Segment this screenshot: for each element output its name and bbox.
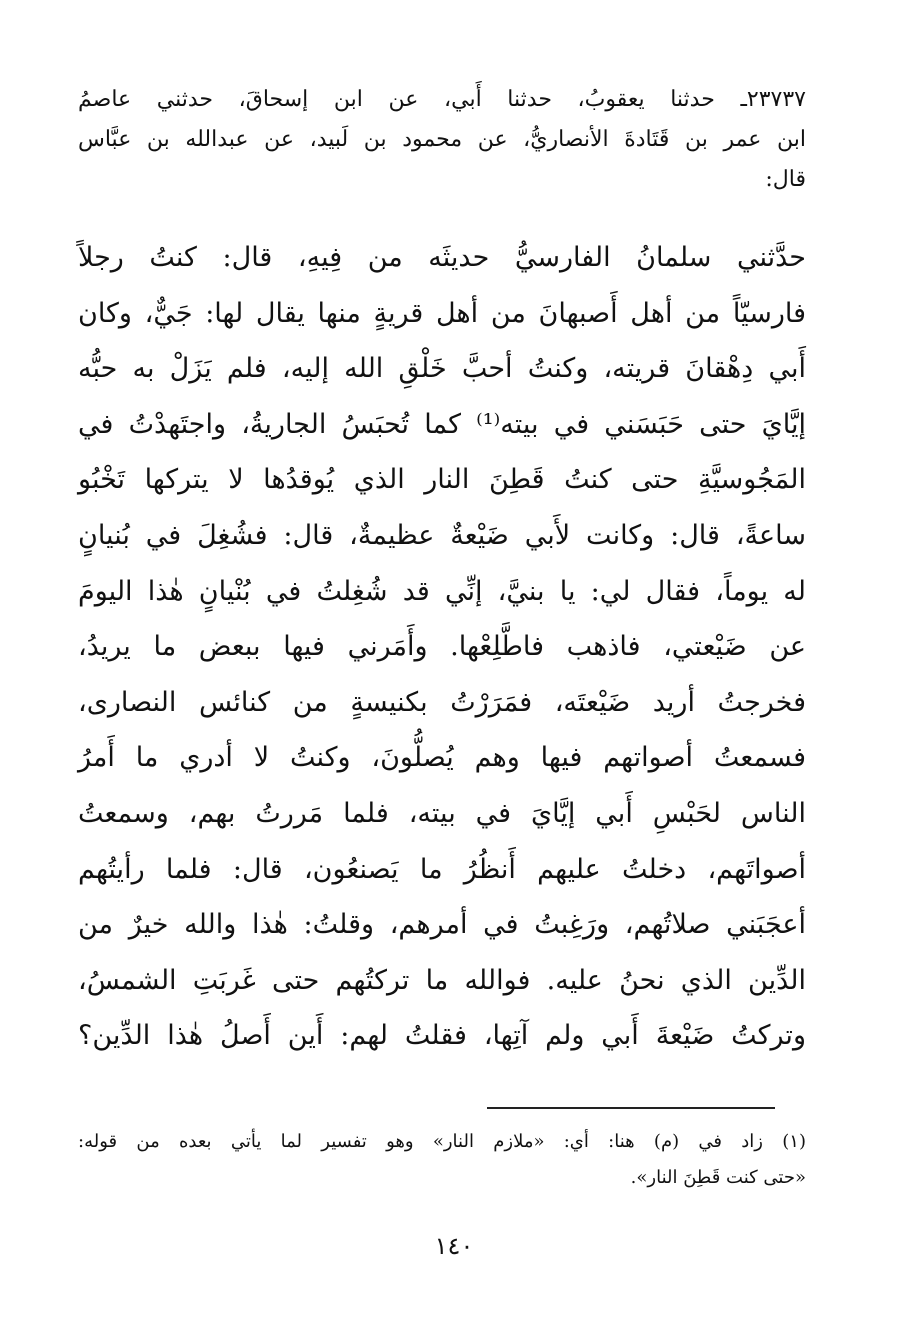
text-line: فسمعتُ أصواتهم فيها وهم يُصلُّونَ، وكنتُ لا أدري ما أَمرُ (78, 742, 806, 774)
text-line: حدَّثني سلمانُ الفارسيُّ حديثَه من فِيهِ، قال: كنتُ رجلاً (78, 242, 806, 273)
text-line: عن ضَيْعتي، فاذهب فاطَّلِعْها. وأَمَرني فيها ببعض ما يريدُ، (78, 631, 806, 663)
text-line: المَجُوسيَّةِ حتى كنتُ قَطِنَ النار الذي يُوقدُها لا يتركها تَخْبُو (78, 464, 806, 496)
hadith-main-text (78, 230, 806, 1064)
hadith-header-line: ابن عمر بن قَتَادةَ الأنصاريُّ، عن محمود بن لَبيد، عن عبدالله بن عبَّاس (78, 127, 806, 152)
page-number: ١٤٠ (434, 1232, 474, 1260)
text-line: له يوماً، فقال لي: يا بنيَّ، إنِّي قد شُغِلتُ في بُنْيانٍ هٰذا اليومَ (78, 575, 806, 607)
page-body (78, 80, 806, 1064)
text-line: أعجَبَني صلاتُهم، ورَغِبتُ في أمرهم، وقلتُ: هٰذا والله خيرٌ من (78, 909, 806, 941)
footnote-line: «حتى كنت قَطِنَ النار». (630, 1167, 806, 1188)
text-line: أصواتَهم، دخلتُ عليهم أَنظُرُ ما يَصنعُون، قال: فلما رأيتُهم (78, 853, 806, 885)
text-line: وتركتُ ضَيْعةَ أَبي ولم آتِها، فقلتُ لهم: أَين أَصلُ هٰذا الدِّين؟ (78, 1020, 806, 1052)
footnote (78, 1124, 806, 1196)
footnote-line: (١) زاد في (م) هنا: أي: «ملازم النار» وهو تفسير لما يأتي بعده من قوله: (78, 1131, 806, 1152)
hadith-header-line: ٢٣٧٣٧ـ حدثنا يعقوبُ، حدثنا أَبي، عن ابن إسحاقَ، حدثني عاصمُ (78, 87, 806, 112)
text-line: الدِّين الذي نحنُ عليه. فوالله ما تركتُهم حتى غَربَتِ الشمسُ، (78, 964, 806, 996)
text-line: فخرجتُ أريد ضَيْعتَه، فمَرَرْتُ بكنيسةٍ من كنائس النصارى، (78, 686, 806, 718)
text-line: إيَّايَ حتى حَبَسَني في بيته⁽¹⁾ كما تُحبَسُ الجاريةُ، واجتَهدْتُ في (78, 408, 806, 440)
text-line: الناس لحَبْسِ أَبي إيَّايَ في بيته، فلما مَررتُ بهم، وسمعتُ (78, 797, 806, 829)
text-line: فارسيّاً من أهل أَصبهانَ من أهل قريةٍ منها يقال لها: جَيٌّ، وكان (78, 297, 806, 329)
footnote-divider (487, 1107, 775, 1109)
hadith-header (78, 80, 806, 200)
text-line: ساعةً، قال: وكانت لأَبي ضَيْعةٌ عظيمةٌ، قال: فشُغِلَ في بُنيانٍ (78, 519, 806, 551)
hadith-header-line: قال: (765, 167, 806, 192)
text-line: أَبي دِهْقانَ قريته، وكنتُ أحبَّ خَلْقِ الله إليه، فلم يَزَلْ به حبُّه (78, 353, 806, 385)
